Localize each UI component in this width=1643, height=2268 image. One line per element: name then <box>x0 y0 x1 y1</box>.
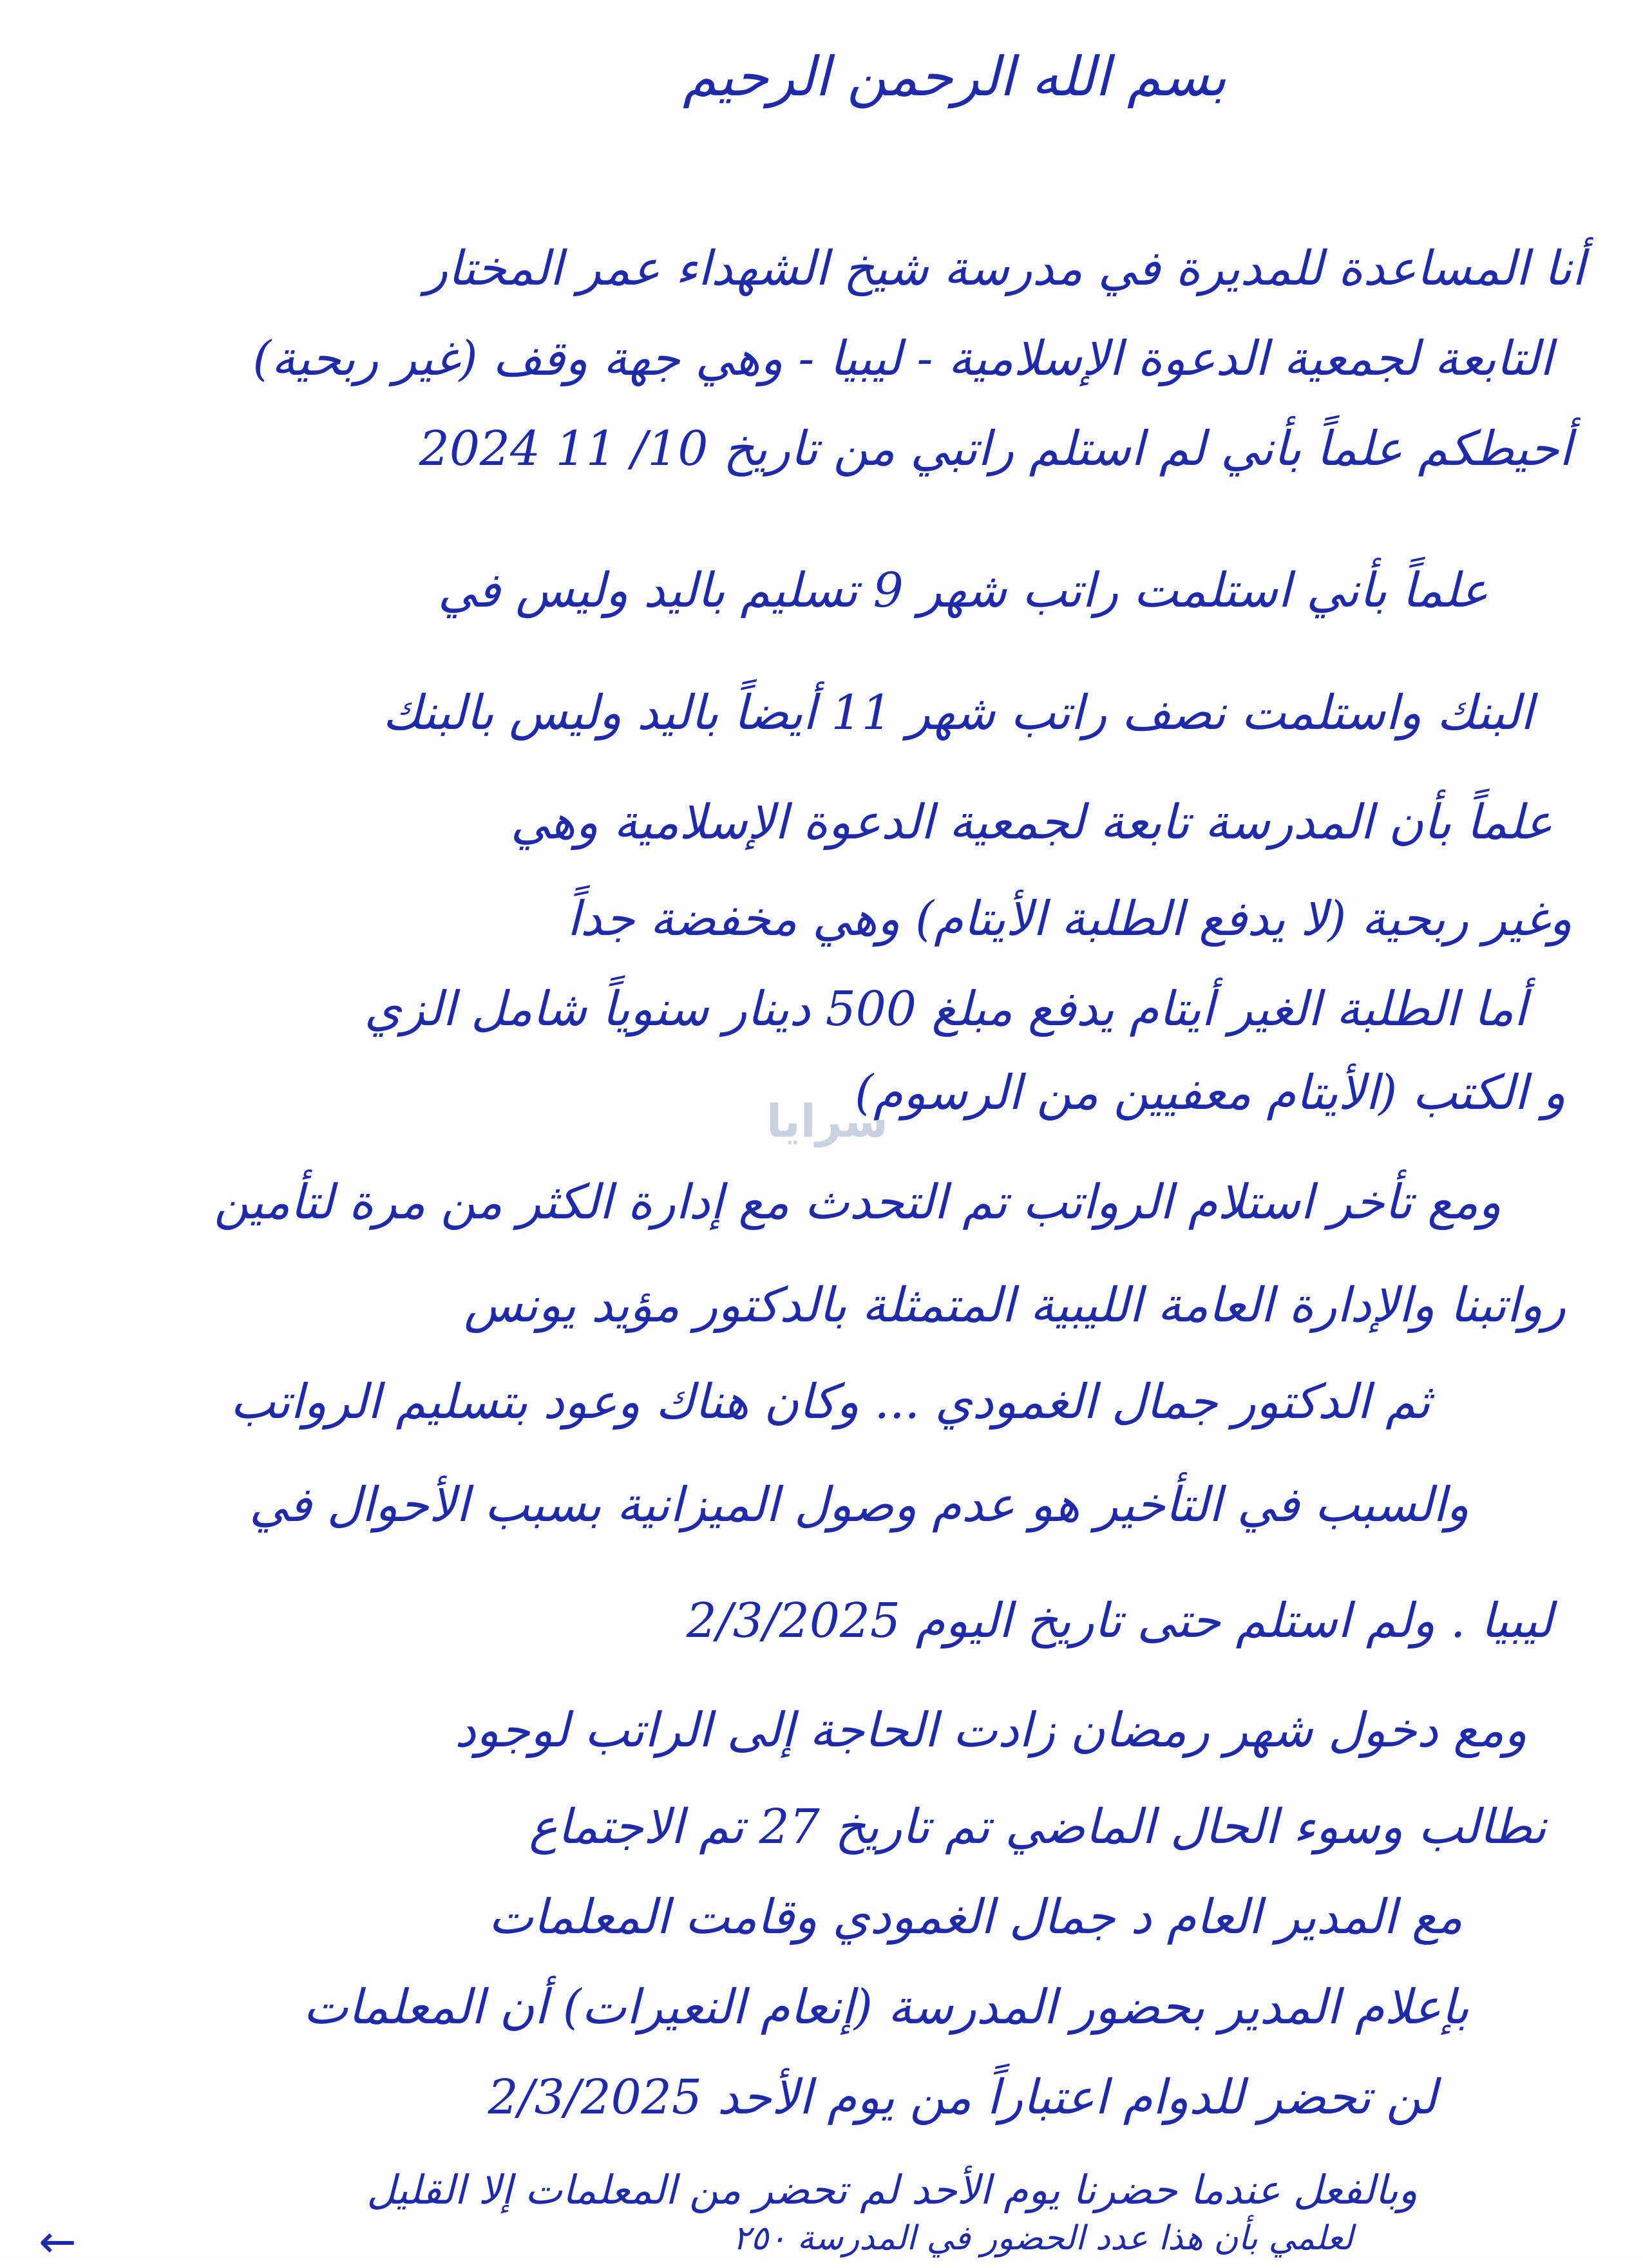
letter-line: ومع تأخر استلام الرواتب تم التحدث مع إدارة الكثر من مرة لتأمين <box>214 1175 1501 1230</box>
letter-line: مع المدير العام د جمال الغمودي وقامت المعلمات <box>488 1889 1463 1945</box>
letter-line: علماً بأن المدرسة تابعة لجمعية الدعوة الإسلامية وهي <box>510 795 1553 850</box>
letter-line: لن تحضر للدوام اعتباراً من يوم الأحد 2/3/2025 <box>488 2070 1437 2125</box>
letter-line: أما الطلبة الغير أيتام يدفع مبلغ 500 دينار سنوياً شامل الزي <box>364 981 1527 1037</box>
watermark-logo: سرايا <box>766 1095 888 1148</box>
basmala-heading: بسم الله الرحمن الرحيم <box>683 45 1227 108</box>
letter-line: و الكتب (الأيتام معفيين من الرسوم) <box>855 1065 1566 1120</box>
letter-line: وغير ربحية (لا يدفع الطلبة الأيتام) وهي مخفضة جداً <box>567 891 1572 947</box>
letter-line: والسبب في التأخير هو عدم وصول الميزانية بسبب الأحوال في <box>249 1477 1469 1533</box>
letter-line: التابعة لجمعية الدعوة الإسلامية - ليبيا - وهي جهة وقف (غير ربحية) <box>252 331 1553 386</box>
letter-line: ثم الدكتور جمال الغمودي ... وكان هناك وعود بتسليم الرواتب <box>230 1374 1430 1430</box>
letter-line: لعلمي بأن هذا عدد الحضور في المدرسة ٢٥٠ <box>732 2219 1353 2258</box>
letter-line: ليبيا . ولم استلم حتى تاريخ اليوم 2/3/2025 <box>686 1593 1553 1649</box>
continuation-arrow-icon: ← <box>39 2215 77 2268</box>
letter-line: وبالفعل عندما حضرنا يوم الأحد لم تحضر من المعلمات إلا القليل <box>366 2166 1418 2213</box>
letter-line: نطالب وسوء الحال الماضي تم تاريخ 27 تم الاجتماع <box>529 1799 1546 1855</box>
letter-line: ومع دخول شهر رمضان زادت الحاجة إلى الراتب لوجود <box>455 1703 1527 1758</box>
letter-line: أنا المساعدة للمديرة في مدرسة شيخ الشهداء عمر المختار <box>424 241 1585 296</box>
letter-line: أحيطكم علماً بأني لم استلم راتبي من تاريخ 10/ 11 2024 <box>419 421 1572 477</box>
letter-line: علماً بأني استلمت راتب شهر 9 تسليم باليد وليس في <box>437 563 1488 618</box>
letter-line: بإعلام المدير بحضور المدرسة (إنعام النعيرات) أن المعلمات <box>303 1980 1469 2035</box>
letter-line: البنك واستلمت نصف راتب شهر 11 أيضاً باليد وليس بالبنك <box>383 685 1534 741</box>
letter-line: رواتبنا والإدارة العامة الليبية المتمثلة بالدكتور مؤيد يونس <box>464 1278 1566 1333</box>
